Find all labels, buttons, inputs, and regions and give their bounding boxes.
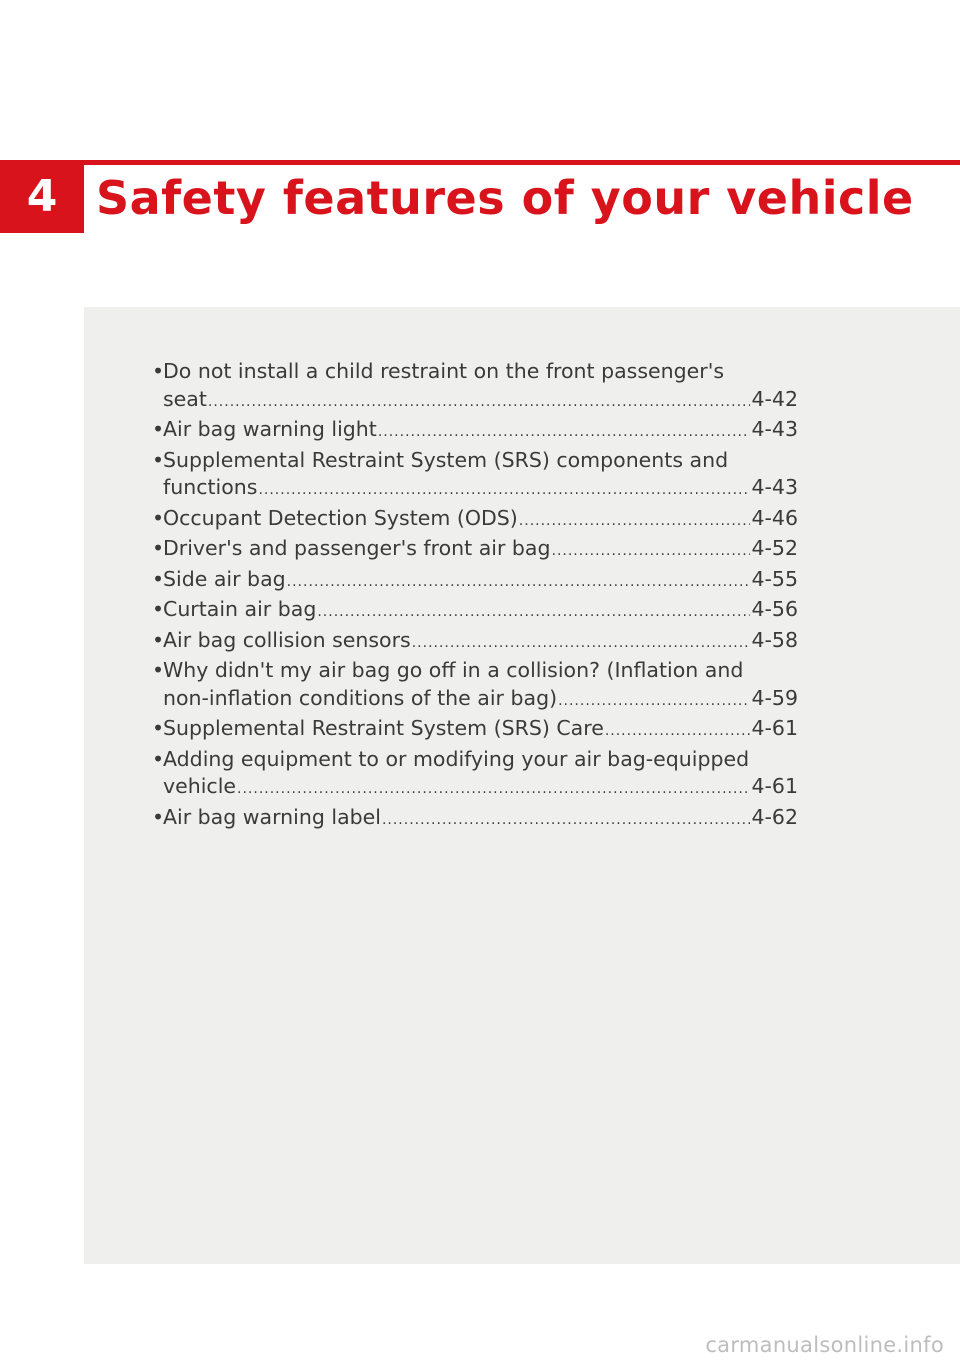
dot-leader — [605, 718, 751, 746]
bullet-icon: • — [152, 804, 165, 829]
dot-leader — [208, 389, 751, 417]
toc-entry-row — [163, 596, 798, 627]
bullet-icon: • — [152, 359, 165, 383]
toc-entry-row — [163, 416, 798, 447]
toc-entry[interactable] — [152, 358, 798, 416]
toc-page-number: 4-59 — [751, 685, 798, 710]
toc-entry[interactable] — [152, 566, 798, 597]
dot-leader — [258, 477, 750, 505]
toc-entry[interactable] — [152, 715, 798, 746]
toc-entry-row — [163, 505, 798, 536]
dot-leader — [382, 807, 751, 835]
toc-entry-title: Air bag warning light — [163, 417, 377, 441]
bullet-icon: • — [152, 658, 165, 682]
dot-leader — [558, 688, 750, 716]
bullet-icon: • — [152, 536, 165, 560]
toc-entry[interactable] — [152, 447, 798, 505]
dot-leader — [378, 419, 751, 447]
toc-page-number: 4-61 — [751, 774, 798, 798]
toc-page-number: 4-43 — [751, 417, 798, 441]
toc-entry[interactable] — [152, 804, 798, 835]
toc-entry[interactable] — [152, 746, 798, 804]
dot-leader — [412, 630, 751, 658]
dot-leader — [519, 508, 751, 536]
chapter-number-tab: 4 — [0, 160, 84, 233]
toc-page-number: 4-55 — [751, 566, 798, 591]
toc-entry-title: Air bag warning label — [163, 804, 381, 829]
toc-entry-title: Side air bag — [163, 566, 286, 591]
toc-entry-title-line: Adding equipment to or modifying your air bag-equipped — [163, 746, 750, 771]
bullet-icon: • — [152, 566, 165, 591]
table-of-contents — [152, 358, 798, 834]
toc-page-number: 4-43 — [751, 475, 798, 499]
bullet-icon: • — [152, 505, 165, 530]
toc-entry-title-line: Do not install a child restraint on the front passenger's — [163, 359, 725, 383]
bullet-icon: • — [152, 627, 165, 652]
toc-entry-row — [163, 474, 798, 505]
bullet-icon: • — [152, 597, 165, 621]
toc-entry-row — [163, 627, 798, 658]
toc-entry-title-line: Supplemental Restraint System (SRS) components and — [163, 447, 729, 472]
bullet-icon: • — [152, 746, 165, 771]
bullet-icon: • — [152, 447, 165, 472]
toc-entry-title: Supplemental Restraint System (SRS) Care — [163, 716, 604, 740]
toc-entry-row — [163, 804, 798, 835]
dot-leader — [237, 776, 750, 804]
toc-entry-title: non-inflation conditions of the air bag) — [163, 685, 558, 710]
toc-entry[interactable] — [152, 627, 798, 658]
toc-page-number: 4-61 — [751, 716, 798, 740]
toc-entry[interactable] — [152, 596, 798, 627]
toc-entry-row — [163, 685, 798, 716]
chapter-header-rule — [0, 160, 960, 165]
toc-entry-row — [163, 386, 798, 417]
toc-entry-title: Air bag collision sensors — [163, 627, 411, 652]
toc-entry[interactable] — [152, 535, 798, 566]
toc-page-number: 4-52 — [751, 536, 798, 560]
toc-entry-row — [163, 535, 798, 566]
toc-entry-title: functions — [163, 475, 258, 499]
toc-entry-row — [163, 566, 798, 597]
toc-entry-row — [163, 773, 798, 804]
toc-entry[interactable] — [152, 505, 798, 536]
toc-page-number: 4-46 — [751, 505, 798, 530]
toc-page-number: 4-62 — [751, 804, 798, 829]
toc-page-number: 4-56 — [751, 597, 798, 621]
dot-leader — [287, 569, 751, 597]
dot-leader — [552, 538, 751, 566]
bullet-icon: • — [152, 417, 165, 441]
toc-entry-title: seat — [163, 386, 207, 411]
toc-entry-row — [163, 715, 798, 746]
toc-page-number: 4-42 — [751, 386, 798, 411]
chapter-title: Safety features of your vehicle — [96, 171, 914, 225]
toc-entry-title: Occupant Detection System (ODS) — [163, 505, 518, 530]
toc-page-number: 4-58 — [751, 627, 798, 652]
toc-entry[interactable] — [152, 416, 798, 447]
toc-entry[interactable] — [152, 657, 798, 715]
toc-entry-title: Driver's and passenger's front air bag — [163, 536, 551, 560]
watermark: carmanualsonline.info — [705, 1333, 944, 1357]
toc-entry-title: Curtain air bag — [163, 597, 317, 621]
toc-entry-title: vehicle — [163, 774, 237, 798]
toc-entry-title-line: Why didn't my air bag go off in a collision? (Inflation and — [163, 658, 744, 682]
dot-leader — [317, 599, 750, 627]
bullet-icon: • — [152, 716, 165, 740]
